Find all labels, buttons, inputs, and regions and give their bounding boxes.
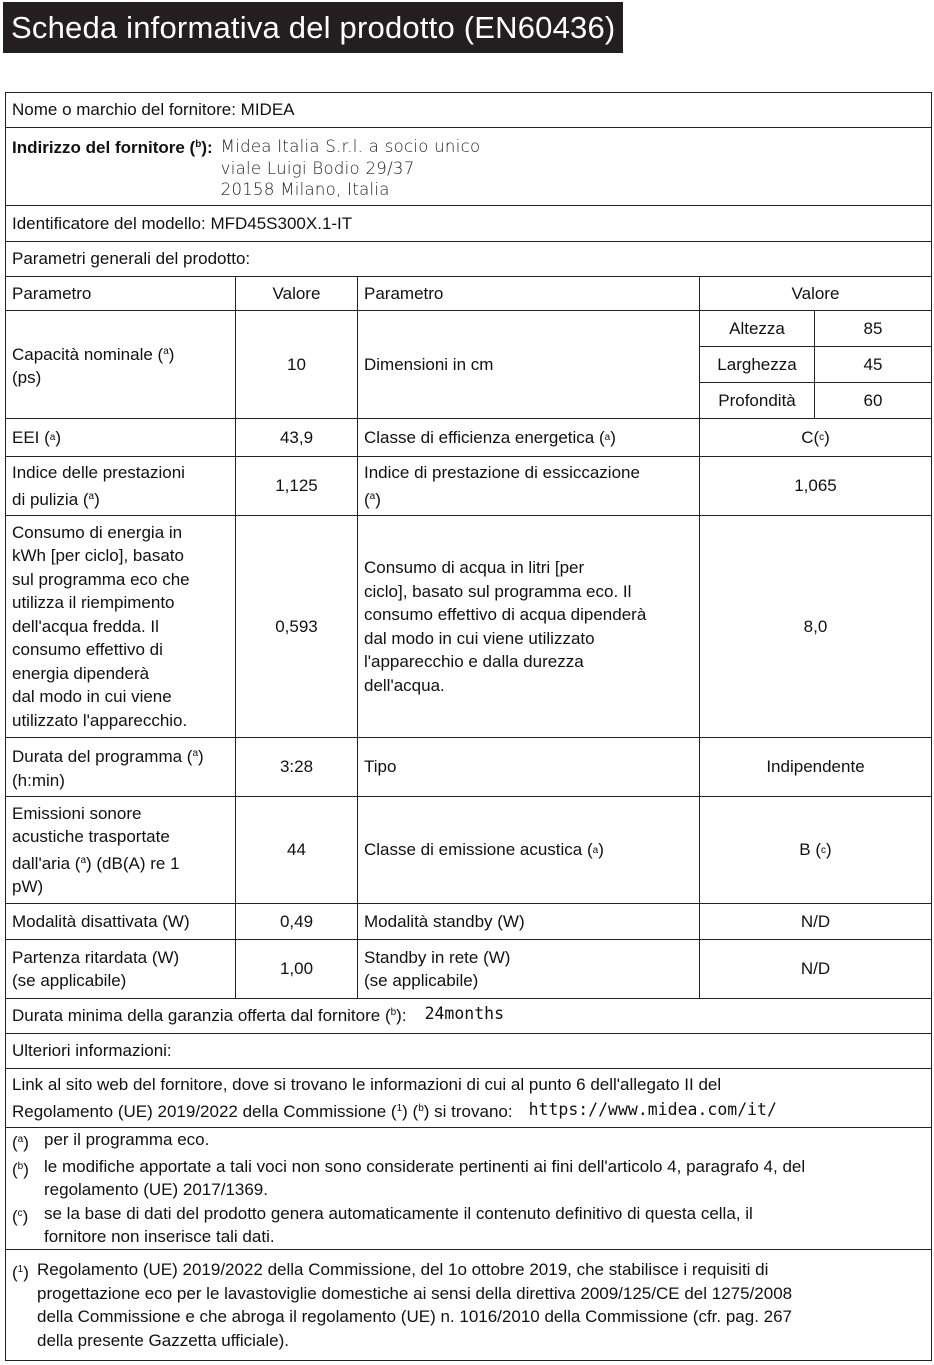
text-line: dell'acqua.: [364, 675, 445, 695]
address-line: Midea Italia S.r.l. a socio unico: [220, 137, 481, 156]
footnote-1: ($^1$) Regolamento (UE) 2019/2022 della Commissione, del 1o ottobre 2019, che stabilisce i requisiti di progettazione eco per le lavastoviglie domestiche ai sensi della direttiva 2009/125/CE del 1275/2008 della Commissione e che abroga il regolamento (UE) n. 1016/2010 della Commissione (cfr. pag. 267 della presente Gazzetta ufficiale).: [12, 1260, 793, 1350]
noise-label: Emissioni sonore acustiche trasportate dall'aria ($^a$) (dB(A) re 1 pW): [6, 797, 236, 903]
noise-class-label: Classe di emissione acustica ( a ): [358, 797, 700, 903]
text-line: utilizzato l'apparecchio.: [12, 710, 188, 730]
website-text: Link al sito web del fornitore, dove si trovano le informazioni di cui al punto 6 dell'allegato II del: [12, 1075, 722, 1094]
depth-value: 60: [863, 390, 883, 410]
page-title: Scheda informativa del prodotto (EN60436): [3, 2, 623, 53]
text-line: consumo effettivo di: [12, 640, 163, 660]
warranty-label: Durata minima della garanzia offerta dal fornitore ($^b$):: [12, 1006, 407, 1025]
capacity-value: 10: [236, 311, 358, 418]
dimensions-label: Dimensioni in cm: [358, 311, 700, 418]
drying-value: 1,065: [794, 476, 837, 495]
text-line: utilizza il riempimento: [12, 593, 175, 613]
product-sheet-table: [5, 92, 932, 1361]
note-c: ($^c$) se la base di dati del prodotto genera automaticamente il contenuto definitivo di questa cella, il fornitore non inserisce tali dati.: [12, 1203, 753, 1247]
dimension-height: [700, 311, 931, 347]
dimension-depth: [700, 383, 931, 418]
supplier-address: [213, 128, 481, 205]
supplier-name-row: [6, 93, 931, 128]
cleaning-label: Indice delle prestazioni di pulizia ($^a$): [6, 457, 236, 515]
text-line: consumo effettivo di acqua dipenderà: [364, 605, 647, 624]
text-line: dal modo in cui viene utilizzato: [364, 628, 595, 648]
general-params-row: [6, 242, 931, 277]
more-info-row: [6, 1034, 931, 1069]
text-line: Consumo di energia in: [12, 522, 183, 542]
noise-class-value: B ( c ): [799, 840, 832, 859]
header-param-1: Parametro: [6, 277, 236, 310]
text-line: dell'acqua fredda. Il: [12, 616, 159, 636]
supplier-address-row: [6, 128, 931, 206]
capacity-label: Capacità nominale ($^a$) (ps): [6, 311, 236, 418]
text-line: Consumo di acqua in litri [per: [364, 558, 585, 577]
water-consumption-value: 8,0: [803, 616, 828, 636]
off-standby-row: [6, 904, 931, 940]
note-a: ($^a$) per il programma eco.: [12, 1130, 210, 1153]
delay-start-label: Partenza ritardata (W) (se applicabile): [6, 940, 236, 998]
duration-value: 3:28: [236, 738, 358, 796]
duration-type-row: [6, 738, 931, 797]
text-line: l'apparecchio e dalla durezza: [364, 652, 584, 671]
supplier-website-link[interactable]: https://www.midea.com/it/: [528, 1099, 777, 1119]
delay-network-row: [6, 940, 931, 999]
note-b: ($^b$) le modifiche apportate a tali voci non sono considerate pertinenti ai fini dell'articolo 4, paragrafo 4, del regolamento (UE) 2017/1369.: [12, 1156, 806, 1200]
eei-label: EEI ( a ): [6, 419, 236, 456]
eei-row: [6, 419, 931, 457]
standby-value: N/D: [800, 911, 831, 931]
energy-class-value: C( c ): [801, 427, 830, 447]
dimension-width: [700, 347, 931, 383]
table-header-row: [6, 277, 931, 311]
footnote-row: [6, 1250, 931, 1360]
type-label: Tipo: [358, 738, 700, 796]
noise-value: 44: [236, 797, 358, 903]
model-id-row: [6, 206, 931, 242]
water-consumption-label: [358, 516, 700, 737]
text-line: sul programma eco che: [12, 569, 190, 589]
cleaning-drying-row: [6, 457, 931, 516]
model-identifier: Identificatore del modello: MFD45S300X.1-IT: [12, 213, 353, 233]
network-standby-label: Standby in rete (W) (se applicabile): [358, 940, 700, 998]
width-value: 45: [863, 354, 883, 374]
eei-value: 43,9: [236, 419, 358, 456]
noise-row: [6, 797, 931, 904]
address-line: viale Luigi Bodio 29/37: [220, 158, 415, 178]
off-mode-value: 0,49: [236, 904, 358, 939]
dimensions-values: [700, 311, 931, 418]
website-row: [6, 1069, 931, 1128]
energy-water-row: [6, 516, 931, 738]
address-line: 20158 Milano, Italia: [220, 180, 390, 199]
duration-label: Durata del programma ($^a$) (h:min): [6, 738, 236, 796]
drying-label: Indice di prestazione di essiccazione ($^a$): [358, 457, 700, 515]
more-info-heading: Ulteriori informazioni:: [12, 1041, 172, 1060]
header-param-2: Parametro: [358, 277, 700, 310]
energy-consumption-label: [6, 516, 236, 737]
energy-consumption-value: 0,593: [236, 516, 358, 737]
cleaning-value: 1,125: [236, 457, 358, 515]
text-line: dal modo in cui viene: [12, 687, 172, 707]
text-line: energia dipenderà: [12, 663, 150, 683]
warranty-value: 24months: [424, 1003, 505, 1023]
height-label: Altezza: [700, 311, 815, 346]
warranty-row: [6, 999, 931, 1034]
notes-row: [6, 1128, 931, 1250]
capacity-dimensions-row: [6, 311, 931, 419]
network-standby-value: N/D: [800, 959, 831, 978]
off-mode-label: Modalità disattivata (W): [6, 904, 236, 939]
website-text-2: Regolamento (UE) 2019/2022 della Commissione ($^1$) ($^b$) si trovano: https://www.midea.com/it/: [12, 1099, 777, 1121]
supplier-name: Nome o marchio del fornitore: MIDEA: [12, 100, 295, 119]
depth-label: Profondità: [700, 383, 815, 418]
standby-label: Modalità standby (W): [358, 904, 700, 939]
header-value-2: Valore: [791, 283, 840, 303]
general-params-heading: Parametri generali del prodotto:: [12, 249, 251, 268]
width-label: Larghezza: [700, 347, 815, 382]
supplier-address-label: Indirizzo del fornitore ($^b$):: [12, 138, 213, 157]
text-line: ciclo], basato sul programma eco. Il: [364, 581, 632, 601]
text-line: kWh [per ciclo], basato: [12, 546, 184, 566]
delay-start-value: 1,00: [236, 940, 358, 998]
energy-class-label: Classe di efficienza energetica ( a ): [358, 419, 700, 456]
type-value: Indipendente: [766, 757, 865, 776]
header-value-1: Valore: [236, 277, 358, 310]
height-value: 85: [863, 318, 883, 338]
